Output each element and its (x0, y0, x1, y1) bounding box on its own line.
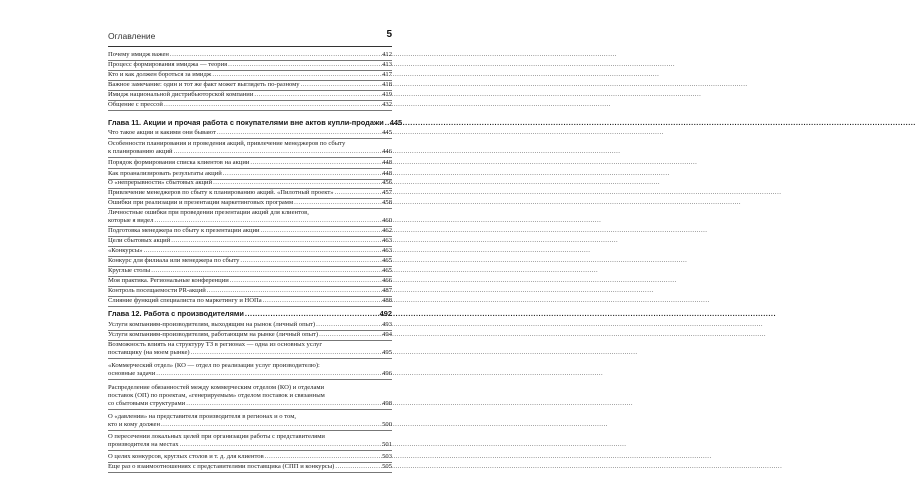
toc-entry[interactable]: Контроль посещаемости PR-акций ..... 487 (108, 287, 392, 297)
toc-entry[interactable]: Личностные ошибки при проведении презентации акций для клиентов, которые я видел ..... 460 (108, 209, 392, 227)
toc-entry[interactable]: Процесс формирования имиджа — теория ..... 413 (108, 61, 392, 71)
toc-entry[interactable]: «Коммерческий отдел» (КО — отдел по реализации услуг производителю): основные задачи ..... 496 (108, 362, 392, 380)
toc-entry[interactable]: О пересечении локальных целей при организации работы с представителями производителя на местах ..... 501 (108, 433, 392, 451)
toc-entry[interactable]: Имидж национальной дистрибьюторской компании ..... 419 (108, 91, 392, 101)
toc-entry[interactable]: Привлечение менеджеров по сбыту к планированию акций. «Пилотный проект» ..... 457 (108, 189, 392, 199)
toc-entry[interactable]: О «давлении» на представителя производителя в регионах и о том, кто и кому должен ..... 500 (108, 413, 392, 431)
toc-entry[interactable]: Моя практика. Региональные конференции ..... 466 (108, 277, 392, 287)
toc-entry[interactable]: Услуги компаниям-производителям, работающим на рынке (личный опыт) ..... 494 (108, 331, 392, 341)
toc-entry[interactable]: Услуги компаниям-производителям, выходящим на рынок (личный опыт) ..... 493 (108, 321, 392, 331)
toc-entry[interactable]: Подготовка менеджера по сбыту к презентации акции ..... 462 (108, 227, 392, 237)
chapter-11-heading[interactable]: Глава 11. Акции и прочая работа с покупателями вне актов купли-продажи ..... 445 (108, 118, 392, 128)
toc-entry[interactable]: Почему имидж важен ..... 412 (108, 51, 392, 61)
toc-entry[interactable]: Цели сбытовых акций ..... 463 (108, 237, 392, 247)
toc-entry[interactable]: Конкурс для филиала или менеджера по сбыту ..... 465 (108, 257, 392, 267)
toc-entry[interactable]: Слияние функций специалиста по маркетингу и НОПа ..... 488 (108, 297, 392, 307)
toc-entry[interactable]: Важное замечание: один и тот же факт может выглядеть по-разному ..... 418 (108, 81, 392, 91)
toc-entry[interactable]: Особенности планирования и проведения акций, привлечение менеджеров по сбыту к планированию акций ..... 446 (108, 140, 392, 158)
page-header (108, 30, 392, 47)
toc-entry[interactable]: О целях конкурсов, круглых столов и т. д. для клиентов ..... 503 (108, 453, 392, 463)
toc-entry[interactable]: Общение с прессой ..... 432 (108, 101, 392, 111)
toc-entry[interactable]: Как проанализировать результаты акций ..... 448 (108, 170, 392, 180)
chapter-12-heading[interactable]: Глава 12. Работа с производителями ..... 492 (108, 309, 392, 319)
toc-entry[interactable]: «Конкурсы» ..... 463 (108, 247, 392, 257)
toc-entry[interactable]: Распределение обязанностей между коммерческим отделом (КО) и отделами поставок (ОП) по проектам, «генерируемым» отделом поставок и связанным со сбытовыми структурами ..... 498 (108, 384, 392, 410)
running-header-page-number: 5 (386, 29, 392, 40)
toc-entry[interactable]: Что такое акции и какими они бывают ..... 445 (108, 129, 392, 139)
toc-entry[interactable]: Порядок формирования списка клиентов на акции ..... 448 (108, 159, 392, 169)
toc-entry[interactable]: Возможность влиять на структуру ТЗ в регионах — одна из основных услуг поставщику (на моем рынке) ..... 495 (108, 341, 392, 359)
toc-entry[interactable]: Еще раз о взаимоотношениях с представителями поставщика (СПП и конкурсы) ..... 505 (108, 463, 392, 473)
running-header-title: Оглавление (108, 31, 156, 41)
toc-entry[interactable]: Ошибки при реализации и презентации маркетинговых программ ..... 458 (108, 199, 392, 209)
toc-entry[interactable]: Круглые столы ..... 465 (108, 267, 392, 277)
toc-entry[interactable]: О «непрерывности» сбытовых акций ..... 456 (108, 179, 392, 189)
toc-entry[interactable]: Кто и как должен бороться за имидж ..... 417 (108, 71, 392, 81)
